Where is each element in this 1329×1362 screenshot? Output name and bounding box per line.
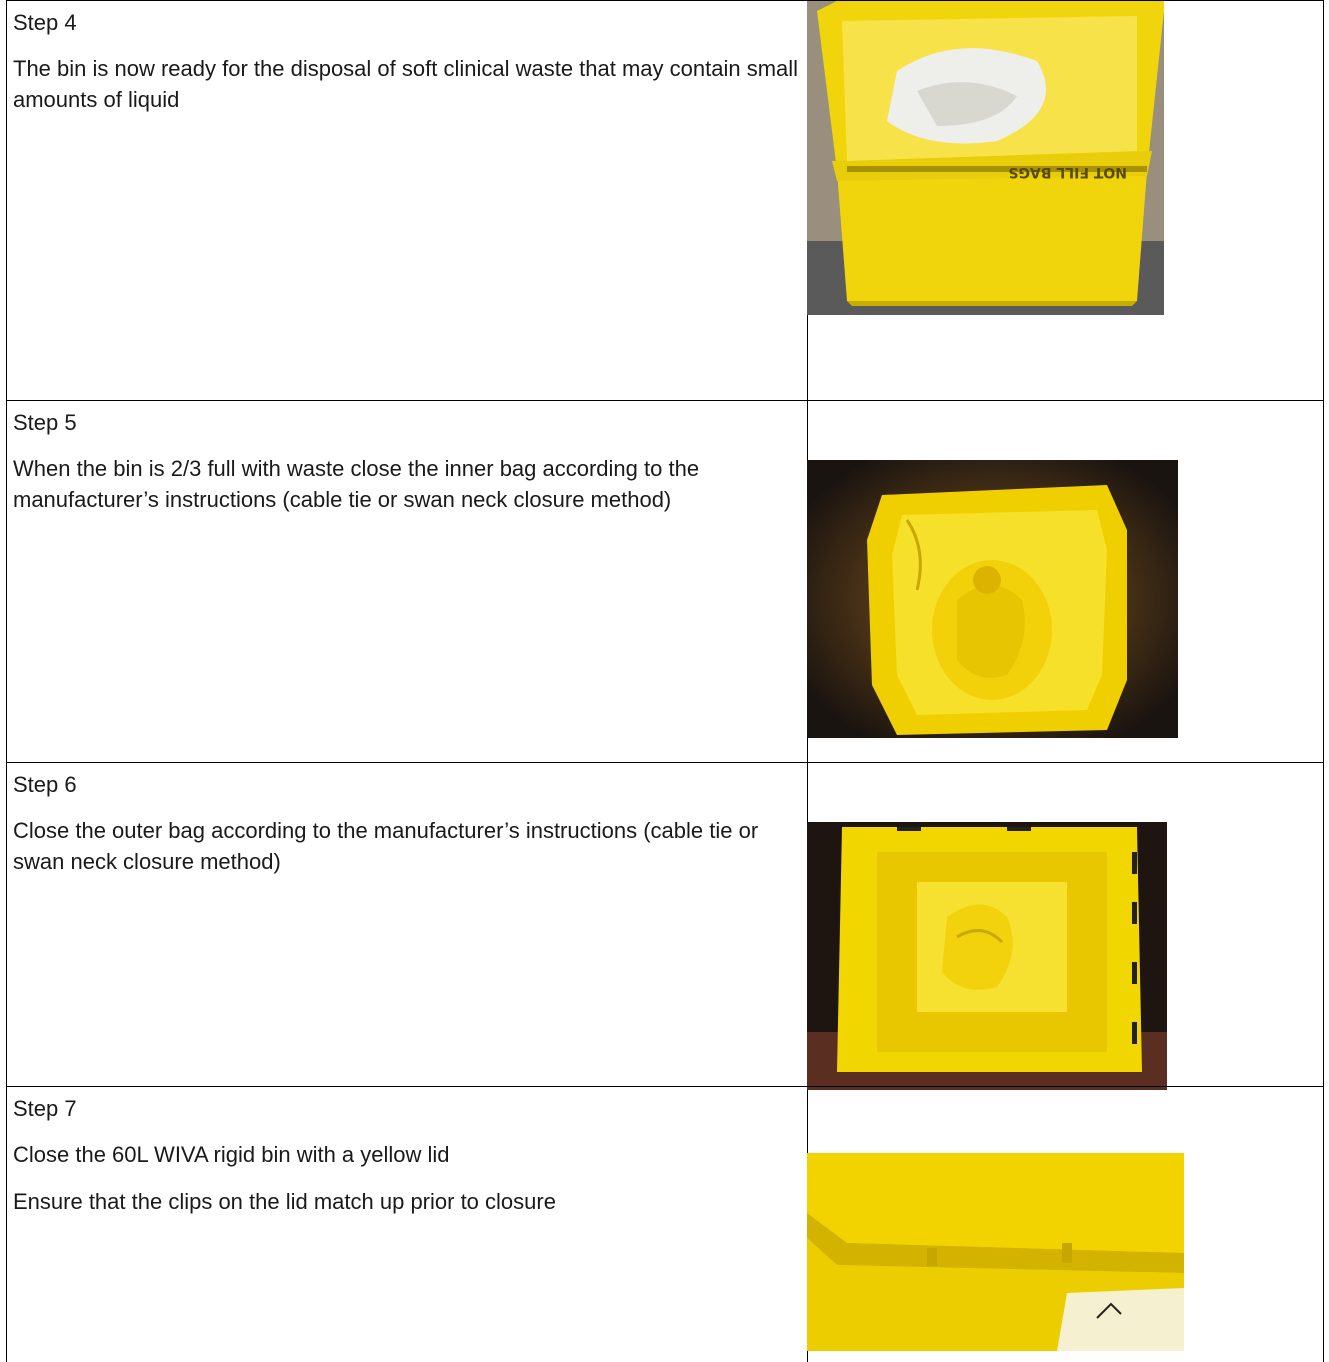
- closed-inner-bag-photo-icon: [807, 460, 1178, 738]
- step-row-5: [7, 400, 1323, 762]
- step-instruction: Close the outer bag according to the manufacturer’s instructions (cable tie or swan neck closure method): [13, 818, 759, 874]
- step-label: Step 6: [13, 772, 77, 797]
- step-instruction: The bin is now ready for the disposal of soft clinical waste that may contain small amounts of liquid: [13, 56, 799, 112]
- bin-lid-closed-photo-icon: [807, 1153, 1184, 1351]
- step-text-cell: [13, 1093, 799, 1233]
- instruction-table: [6, 0, 1324, 1362]
- step-row-7: [7, 1086, 1323, 1362]
- yellow-bin-photo-icon: [807, 1, 1164, 315]
- step-row-4: [7, 0, 1323, 400]
- step-text-cell: [13, 7, 799, 131]
- step-label: Step 5: [13, 410, 77, 435]
- step-instruction: When the bin is 2/3 full with waste close the inner bag according to the manufacturer’s instructions (cable tie or swan neck closure method): [13, 456, 700, 512]
- step-instruction: Ensure that the clips on the lid match up prior to closure: [13, 1189, 556, 1214]
- step-text-cell: [13, 769, 799, 893]
- step-label: Step 4: [13, 10, 77, 35]
- step-label: Step 7: [13, 1096, 77, 1121]
- step-instruction: Close the 60L WIVA rigid bin with a yellow lid: [13, 1142, 450, 1167]
- step-row-6: [7, 762, 1323, 1086]
- bin-sticker-text: NOT FILL BAGS: [1008, 164, 1127, 180]
- closed-outer-bag-photo-icon: [807, 822, 1167, 1090]
- step-text-cell: [13, 407, 799, 531]
